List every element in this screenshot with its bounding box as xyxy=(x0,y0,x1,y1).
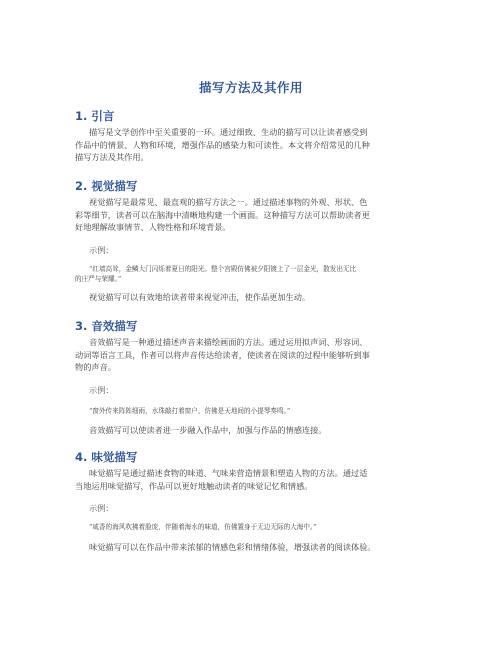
section-heading-visual: 2. 视觉描写 xyxy=(75,179,138,193)
example-quote xyxy=(75,265,435,284)
example-quote xyxy=(75,523,435,533)
paragraph-line: 彩等细节，读者可以在脑海中清晰地构建一个画面。这种描写方法可以帮助读者更 xyxy=(75,209,370,220)
paragraph-line: 当地运用味觉描写，作品可以更好地触动读者的味觉记忆和情感。 xyxy=(75,480,313,491)
paragraph-line: 音效描写是一种通过描述声音来描绘画面的方法。通过运用拟声词、形容词、 xyxy=(89,337,368,347)
quote-line: “窗外传来阵阵细雨，水珠敲打着窗户，仿佛是天地间的小提琴奏鸣。” xyxy=(89,407,291,415)
paragraph-line: 视觉描写是最常见、最直观的描写方法之一。通过描述事物的外观、形状、色 xyxy=(89,197,368,207)
paragraph-line: 描写是文学创作中至关重要的一环。通过细致、生动的描写可以让读者感受到 xyxy=(89,127,368,137)
document-title: 描写方法及其作用 xyxy=(198,80,303,95)
section-paragraph-intro xyxy=(75,126,435,164)
section-paragraph-audio xyxy=(75,336,435,374)
paragraph-line: 味觉描写是通过描述食物的味道、气味来营造情景和塑造人物的方法。通过适 xyxy=(89,468,368,478)
example-label: 示例： xyxy=(89,385,114,395)
quote-line: “咸香的海风吹拂着脸庞，伴随着海水的味道，仿佛置身于无边无际的大海中。” xyxy=(89,523,317,531)
paragraph-line: 动词等语言工具，作者可以将声音传达给读者，使读者在阅读的过程中能够听到事 xyxy=(75,349,370,360)
section-paragraph-taste xyxy=(75,467,435,492)
quote-line: “红墙高耸，金鳞大门闪烁着夏日的阳光。整个宫殿仿佛被夕阳镀上了一层金光，散发出无比 xyxy=(89,265,357,273)
paragraph-line: 描写方法及其作用。 xyxy=(75,152,149,162)
section-summary: 音效描写可以使读者进一步融入作品中，加强与作品的情感连接。 xyxy=(89,425,327,435)
section-summary: 味觉描写可以在作品中带来浓郁的情感色彩和情绪体验，增强读者的阅读体验。 xyxy=(89,542,376,552)
example-label: 示例： xyxy=(89,245,114,255)
quote-line: 的庄严与荣耀。” xyxy=(75,274,122,283)
paragraph-line: 作品中的情景、人物和环境，增强作品的感染力和可读性。本文将介绍常见的几种 xyxy=(75,139,370,150)
example-label: 示例： xyxy=(89,503,114,513)
paragraph-line: 物的声音。 xyxy=(75,362,116,372)
paragraph-line: 好地理解故事情节、人物性格和环境背景。 xyxy=(75,222,231,232)
example-quote xyxy=(75,407,435,417)
section-paragraph-visual xyxy=(75,196,435,234)
section-heading-taste: 4. 味觉描写 xyxy=(75,450,138,464)
section-summary: 视觉描写可以有效地给读者带来视觉冲击，使作品更加生动。 xyxy=(89,292,311,302)
section-heading-intro: 1. 引言 xyxy=(75,109,115,123)
section-heading-audio: 3. 音效描写 xyxy=(75,319,138,333)
